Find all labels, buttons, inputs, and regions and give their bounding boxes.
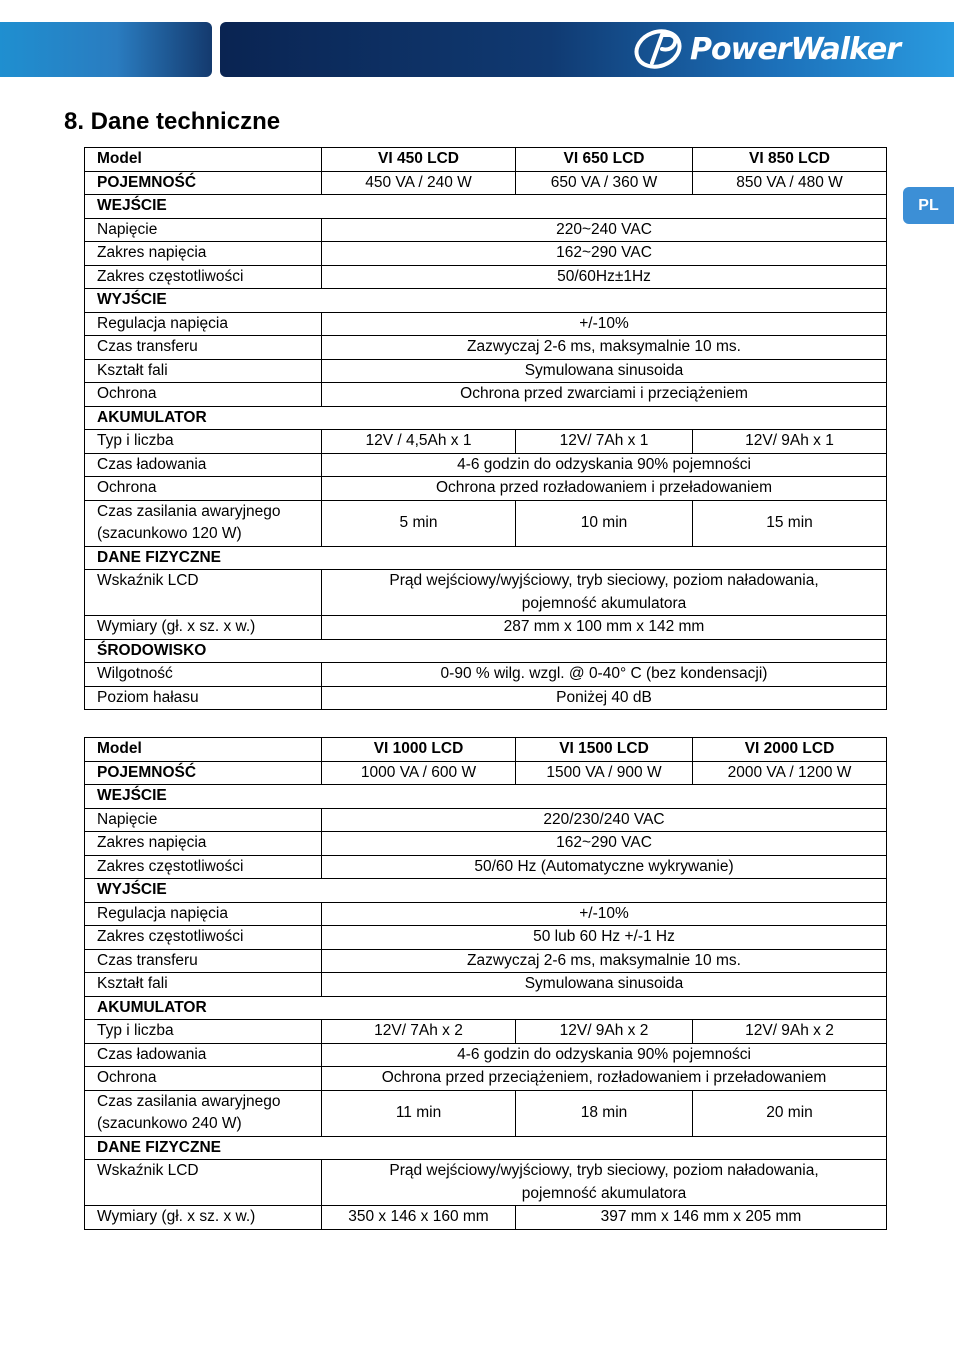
table-row	[85, 949, 887, 973]
row-value: 11 min	[322, 1090, 516, 1136]
lcd-line-1: Prąd wejściowy/wyjściowy, tryb sieciowy, poziom naładowania,	[389, 1162, 819, 1179]
table-row	[85, 570, 887, 616]
powerwalker-logo-icon	[632, 27, 688, 71]
section-header-battery: AKUMULATOR	[85, 406, 887, 430]
row-value: 162~290 VAC	[322, 242, 887, 266]
row-value: Poniżej 40 dB	[322, 686, 887, 710]
table-row	[85, 1043, 887, 1067]
capacity-value: 2000 VA / 1200 W	[693, 761, 887, 785]
row-label: Zakres częstotliwości	[85, 855, 322, 879]
table-row	[85, 926, 887, 950]
section-header-input: WEJŚCIE	[85, 195, 887, 219]
brand-logo	[632, 26, 944, 72]
table-row	[85, 1090, 887, 1136]
table-row	[85, 761, 887, 785]
page-title: 8. Dane techniczne	[64, 108, 281, 135]
section-row	[85, 289, 887, 313]
language-tab[interactable]: PL	[903, 187, 954, 224]
model-label: Model	[85, 148, 322, 172]
table-row	[85, 312, 887, 336]
backup-label-line-1: Czas zasilania awaryjnego	[97, 502, 281, 520]
row-label: Ochrona	[85, 383, 322, 407]
row-label: Wymiary (gł. x sz. x w.)	[85, 616, 322, 640]
row-label: Ochrona	[85, 1067, 322, 1091]
row-value: 350 x 146 x 160 mm	[322, 1206, 516, 1230]
section-row	[85, 639, 887, 663]
row-value: 12V / 4,5Ah x 1	[322, 430, 516, 454]
model-name: VI 1000 LCD	[322, 738, 516, 762]
table-row	[85, 663, 887, 687]
capacity-value: 650 VA / 360 W	[516, 171, 693, 195]
row-label: Zakres napięcia	[85, 832, 322, 856]
section-row	[85, 195, 887, 219]
row-label: Czas transferu	[85, 949, 322, 973]
table-row	[85, 1020, 887, 1044]
row-label	[85, 500, 322, 546]
row-label: Typ i liczba	[85, 430, 322, 454]
row-value: 220/230/240 VAC	[322, 808, 887, 832]
section-row	[85, 546, 887, 570]
row-value: 50 lub 60 Hz +/-1 Hz	[322, 926, 887, 950]
row-label: Czas ładowania	[85, 453, 322, 477]
table-row	[85, 453, 887, 477]
model-label: Model	[85, 738, 322, 762]
row-value: +/-10%	[322, 902, 887, 926]
row-value: Ochrona przed zwarciami i przeciążeniem	[322, 383, 887, 407]
row-label: Ochrona	[85, 477, 322, 501]
row-value: 20 min	[693, 1090, 887, 1136]
spec-table-vi-1000-2000	[84, 737, 887, 1230]
section-row	[85, 879, 887, 903]
row-label: Napięcie	[85, 218, 322, 242]
table-row	[85, 430, 887, 454]
row-value: 5 min	[322, 500, 516, 546]
table-row	[85, 973, 887, 997]
row-value: 15 min	[693, 500, 887, 546]
capacity-value: 1000 VA / 600 W	[322, 761, 516, 785]
table-row	[85, 686, 887, 710]
row-label: Czas ładowania	[85, 1043, 322, 1067]
row-label: Typ i liczba	[85, 1020, 322, 1044]
row-value: 12V/ 9Ah x 1	[693, 430, 887, 454]
table-row	[85, 1160, 887, 1206]
table-row	[85, 808, 887, 832]
row-label: Zakres częstotliwości	[85, 926, 322, 950]
row-label: Zakres częstotliwości	[85, 265, 322, 289]
row-value: 10 min	[516, 500, 693, 546]
row-value: 12V/ 7Ah x 1	[516, 430, 693, 454]
model-name: VI 650 LCD	[516, 148, 693, 172]
row-value: 12V/ 9Ah x 2	[693, 1020, 887, 1044]
row-value: Ochrona przed przeciążeniem, rozładowaniem i przeładowaniem	[322, 1067, 887, 1091]
table-row	[85, 265, 887, 289]
capacity-label: POJEMNOŚĆ	[85, 761, 322, 785]
row-label: Wskaźnik LCD	[85, 1160, 322, 1206]
table-row	[85, 1206, 887, 1230]
row-value: 50/60Hz±1Hz	[322, 265, 887, 289]
backup-label-line-1: Czas zasilania awaryjnego	[97, 1092, 281, 1110]
spec-table-vi-450-850	[84, 147, 887, 710]
row-label: Zakres napięcia	[85, 242, 322, 266]
table-row	[85, 902, 887, 926]
model-name: VI 850 LCD	[693, 148, 887, 172]
row-value: Zazwyczaj 2-6 ms, maksymalnie 10 ms.	[322, 949, 887, 973]
row-label: Napięcie	[85, 808, 322, 832]
row-value: Symulowana sinusoida	[322, 973, 887, 997]
lcd-line-2: pojemność akumulatora	[521, 594, 687, 612]
row-label: Kształt fali	[85, 973, 322, 997]
section-header-battery: AKUMULATOR	[85, 996, 887, 1020]
row-label: Wymiary (gł. x sz. x w.)	[85, 1206, 322, 1230]
section-header-physical: DANE FIZYCZNE	[85, 1136, 887, 1160]
section-row	[85, 996, 887, 1020]
row-label: Kształt fali	[85, 359, 322, 383]
table-row	[85, 383, 887, 407]
lcd-line-2: pojemność akumulatora	[521, 1184, 687, 1202]
section-header-physical: DANE FIZYCZNE	[85, 546, 887, 570]
row-label: Regulacja napięcia	[85, 312, 322, 336]
table-row	[85, 738, 887, 762]
table-row	[85, 477, 887, 501]
row-value: 4-6 godzin do odzyskania 90% pojemności	[322, 1043, 887, 1067]
model-name: VI 2000 LCD	[693, 738, 887, 762]
row-value: 0-90 % wilg. wzgl. @ 0-40° C (bez kondensacji)	[322, 663, 887, 687]
model-name: VI 450 LCD	[322, 148, 516, 172]
row-value	[322, 570, 887, 616]
row-value: Symulowana sinusoida	[322, 359, 887, 383]
section-header-input: WEJŚCIE	[85, 785, 887, 809]
row-value: 18 min	[516, 1090, 693, 1136]
capacity-label: POJEMNOŚĆ	[85, 171, 322, 195]
row-value: 287 mm x 100 mm x 142 mm	[322, 616, 887, 640]
row-value: 4-6 godzin do odzyskania 90% pojemności	[322, 453, 887, 477]
row-value: Ochrona przed rozładowaniem i przeładowaniem	[322, 477, 887, 501]
row-label: Czas transferu	[85, 336, 322, 360]
brand-name: PowerWalker	[690, 31, 901, 67]
section-header-output: WYJŚCIE	[85, 879, 887, 903]
capacity-value: 1500 VA / 900 W	[516, 761, 693, 785]
row-label: Wilgotność	[85, 663, 322, 687]
row-value: +/-10%	[322, 312, 887, 336]
row-value: 220~240 VAC	[322, 218, 887, 242]
row-label: Wskaźnik LCD	[85, 570, 322, 616]
row-value: 162~290 VAC	[322, 832, 887, 856]
table-row	[85, 500, 887, 546]
row-value	[322, 1160, 887, 1206]
header-banner-left	[0, 22, 212, 77]
backup-label-line-2: (szacunkowo 240 W)	[97, 1115, 242, 1132]
capacity-value: 850 VA / 480 W	[693, 171, 887, 195]
capacity-value: 450 VA / 240 W	[322, 171, 516, 195]
table-row	[85, 242, 887, 266]
section-header-output: WYJŚCIE	[85, 289, 887, 313]
row-value: 12V/ 9Ah x 2	[516, 1020, 693, 1044]
table-row	[85, 359, 887, 383]
model-name: VI 1500 LCD	[516, 738, 693, 762]
section-row	[85, 406, 887, 430]
backup-label-line-2: (szacunkowo 120 W)	[97, 525, 242, 542]
table-row	[85, 855, 887, 879]
row-label: Regulacja napięcia	[85, 902, 322, 926]
table-row	[85, 218, 887, 242]
section-row	[85, 785, 887, 809]
row-label: Poziom hałasu	[85, 686, 322, 710]
table-row	[85, 336, 887, 360]
section-row	[85, 1136, 887, 1160]
row-value: Zazwyczaj 2-6 ms, maksymalnie 10 ms.	[322, 336, 887, 360]
table-row	[85, 616, 887, 640]
section-header-environment: ŚRODOWISKO	[85, 639, 887, 663]
table-row	[85, 832, 887, 856]
table-row	[85, 171, 887, 195]
table-row	[85, 148, 887, 172]
lcd-line-1: Prąd wejściowy/wyjściowy, tryb sieciowy, poziom naładowania,	[389, 572, 819, 589]
row-label	[85, 1090, 322, 1136]
table-row	[85, 1067, 887, 1091]
row-value: 397 mm x 146 mm x 205 mm	[516, 1206, 887, 1230]
row-value: 50/60 Hz (Automatyczne wykrywanie)	[322, 855, 887, 879]
row-value: 12V/ 7Ah x 2	[322, 1020, 516, 1044]
